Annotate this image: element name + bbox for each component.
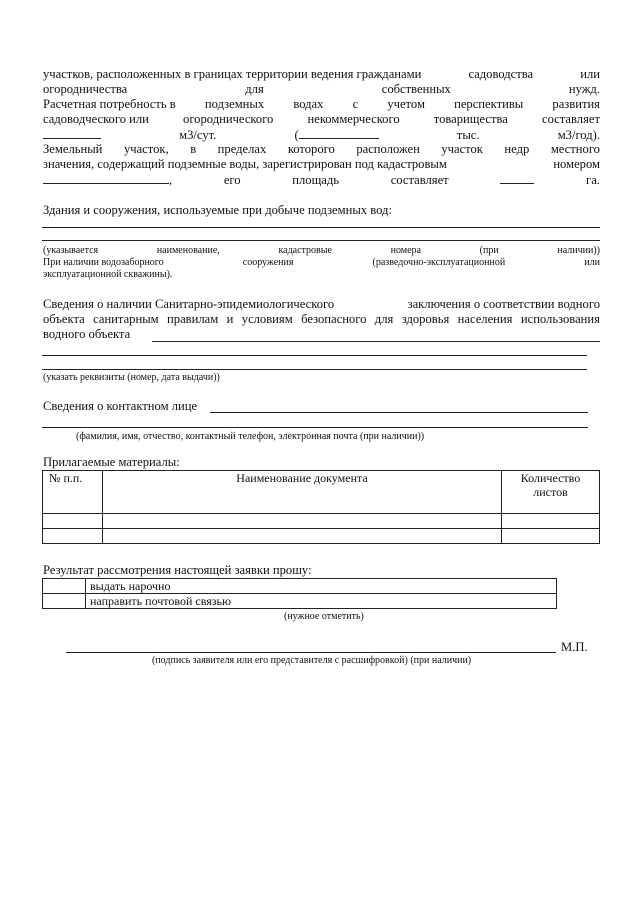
buildings-note-line1	[43, 245, 600, 257]
contact-fill-line-2[interactable]	[42, 427, 588, 428]
option-checkbox-by-mail[interactable]	[43, 594, 86, 609]
text: составляет	[390, 173, 449, 187]
buildings-note-line3: эксплуатационной скважины).	[43, 269, 173, 280]
text: (указывается	[43, 245, 99, 256]
text: заключения о соответствии водного	[407, 297, 600, 311]
text: огороднического	[183, 112, 274, 126]
contact-note: (фамилия, имя, отчество, контактный телефон, электронная почта (при наличии))	[76, 431, 425, 442]
signature-line[interactable]	[66, 652, 556, 653]
text: санитарным	[93, 312, 159, 326]
text: недр	[504, 142, 530, 156]
text: местного	[550, 142, 600, 156]
text: участок	[441, 142, 483, 156]
buildings-fill-line-2[interactable]	[42, 240, 600, 241]
para1-line6	[43, 142, 600, 157]
text: При наличии водозаборного	[43, 257, 164, 268]
attachments-heading: Прилагаемые материалы:	[43, 455, 180, 469]
para1-line1	[43, 67, 600, 82]
text: садоводческого или	[43, 112, 149, 126]
text: для	[374, 312, 394, 326]
signature-note: (подпись заявителя или его представителя с расшифровкой) (при наличии)	[152, 655, 472, 666]
table-cell[interactable]	[502, 514, 600, 529]
daily-volume-blank[interactable]	[43, 127, 101, 139]
option-label-in-person: выдать нарочно	[86, 579, 557, 594]
text: использования	[520, 312, 600, 326]
text: с	[352, 97, 359, 111]
text: Сведения о наличии Санитарно-эпидемиологического	[43, 297, 335, 311]
buildings-note-line2	[43, 257, 600, 269]
text: м3/год).	[557, 128, 600, 142]
text: (разведочно-эксплуатационной	[372, 257, 506, 268]
text: номером	[553, 157, 600, 171]
text: собственных	[381, 82, 451, 96]
text: участков, расположенных в границах территории ведения гражданами	[43, 67, 422, 81]
sanitary-line2	[43, 312, 600, 327]
text: ,	[169, 173, 173, 187]
cadastral-number-blank[interactable]	[43, 172, 169, 184]
text: безопасного	[301, 312, 367, 326]
col-name-header: Наименование документа	[103, 471, 502, 514]
buildings-fill-line-1[interactable]	[42, 227, 600, 228]
col-num-header: № п.п.	[43, 471, 103, 514]
text: которого	[287, 142, 335, 156]
table-header-row	[43, 471, 600, 514]
text: водах	[293, 97, 324, 111]
table-cell[interactable]	[103, 514, 502, 529]
col-count-header-line2: листов	[533, 485, 568, 499]
text: площадь	[292, 173, 340, 187]
text: в	[190, 142, 197, 156]
text: участок,	[123, 142, 169, 156]
text: развития	[552, 97, 600, 111]
para1-line3	[43, 97, 600, 112]
col-count-header-line1: Количество	[520, 471, 581, 485]
para1-line5	[43, 127, 600, 143]
text: садоводства	[468, 67, 534, 81]
para1-line8	[43, 172, 600, 188]
result-option-row	[43, 579, 557, 594]
attachments-table	[42, 470, 600, 544]
text: номера	[390, 245, 421, 256]
contact-fill-line-1[interactable]	[210, 412, 588, 413]
text: перспективы	[454, 97, 524, 111]
para1-line2	[43, 82, 600, 97]
text: Земельный	[43, 142, 103, 156]
text: кадастровые	[278, 245, 332, 256]
contact-label: Сведения о контактном лице	[43, 399, 198, 413]
text: нужд.	[568, 82, 600, 96]
seal-mark: М.П.	[561, 640, 588, 654]
text: га.	[586, 173, 600, 187]
table-row	[43, 514, 600, 529]
yearly-volume-blank[interactable]	[299, 127, 379, 139]
result-heading: Результат рассмотрения настоящей заявки прошу:	[43, 563, 312, 577]
text: некоммерческого	[307, 112, 400, 126]
text: или	[580, 67, 600, 81]
result-option-row	[43, 594, 557, 609]
text: (	[294, 128, 299, 142]
text: наименование,	[156, 245, 220, 256]
text: составляет	[541, 112, 600, 126]
text: подземных	[204, 97, 265, 111]
table-cell[interactable]	[502, 529, 600, 544]
text: объекта	[43, 312, 85, 326]
text: Расчетная потребность в	[43, 97, 176, 111]
table-row	[43, 529, 600, 544]
text: его	[223, 173, 241, 187]
para1-line4	[43, 112, 600, 127]
text: (при	[479, 245, 499, 256]
text: учетом	[387, 97, 425, 111]
sanitary-fill-line-3[interactable]	[42, 369, 587, 370]
sanitary-line3: водного объекта	[43, 327, 131, 341]
text: огородничества	[43, 82, 128, 96]
text: правилам	[167, 312, 219, 326]
text: м3/сут.	[179, 128, 217, 142]
table-cell[interactable]	[43, 514, 103, 529]
sanitary-line1	[43, 297, 600, 312]
text: здоровья	[401, 312, 450, 326]
text: условиям	[241, 312, 293, 326]
buildings-heading: Здания и сооружения, используемые при добыче подземных вод:	[43, 203, 392, 217]
text: тыс.	[456, 128, 480, 142]
text: значения, содержащий подземные воды, зарегистрирован под кадастровым	[43, 157, 447, 171]
result-options-table	[42, 578, 557, 609]
para1-line7	[43, 157, 600, 172]
option-label-by-mail: направить почтовой связью	[86, 594, 557, 609]
text: сооружения	[242, 257, 294, 268]
text: или	[584, 257, 600, 268]
text: населения	[457, 312, 513, 326]
result-note: (нужное отметить)	[284, 611, 364, 622]
sanitary-note: (указать реквизиты (номер, дата выдачи))	[43, 372, 220, 383]
col-count-header	[502, 471, 600, 514]
sanitary-fill-line-2[interactable]	[42, 355, 587, 356]
table-cell[interactable]	[103, 529, 502, 544]
text: наличии))	[557, 245, 600, 256]
text: расположен	[356, 142, 420, 156]
sanitary-fill-line-1[interactable]	[152, 341, 600, 342]
text: для	[245, 82, 264, 96]
text: и	[226, 312, 234, 326]
option-checkbox-in-person[interactable]	[43, 579, 86, 594]
area-blank[interactable]	[500, 172, 534, 184]
text: пределах	[217, 142, 267, 156]
text: товарищества	[433, 112, 508, 126]
table-cell[interactable]	[43, 529, 103, 544]
